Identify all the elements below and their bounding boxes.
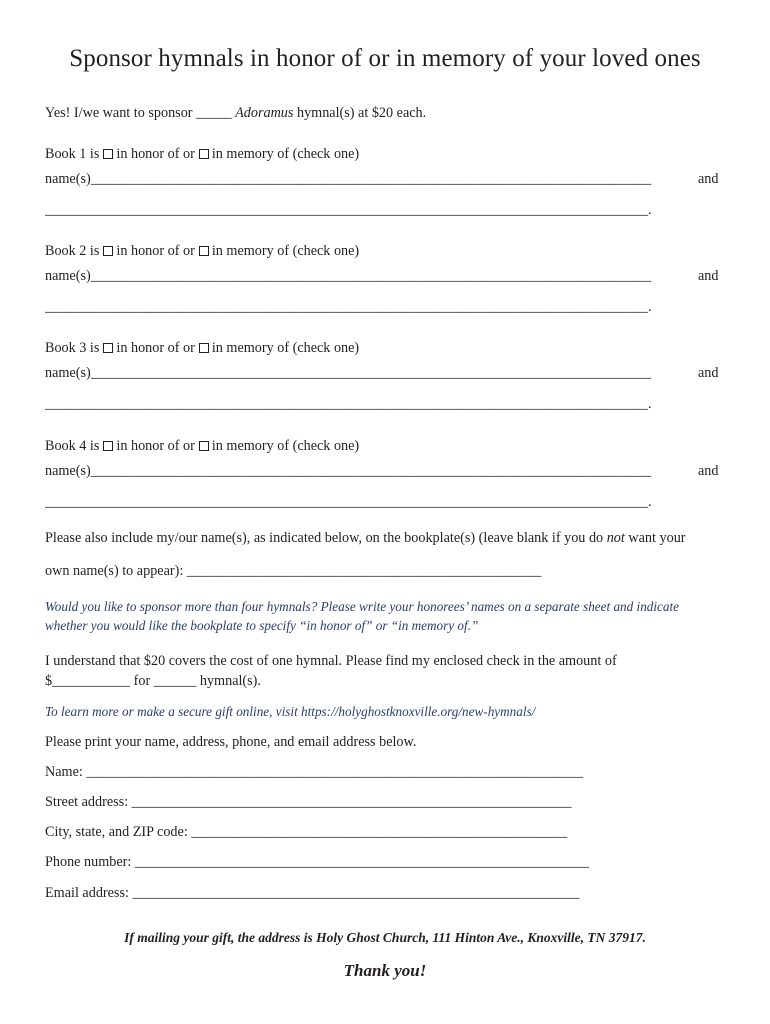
bookplate-own-names-field[interactable]: own name(s) to appear): __________________________________________________ [45, 563, 542, 579]
book-4-memory-checkbox[interactable] [199, 441, 209, 451]
book-2-honor-checkbox[interactable] [103, 246, 113, 256]
book-4-honor-label: in honor of or [116, 438, 195, 454]
book-2-memory-checkbox[interactable] [199, 246, 209, 256]
print-instructions: Please print your name, address, phone, and email address below. [45, 734, 417, 750]
understand-line-1: I understand that $20 covers the cost of one hymnal. Please find my enclosed check in the amount of [45, 653, 617, 669]
bookplate-line-1 [45, 529, 686, 547]
book-4-names-second-field[interactable]: _____________________________________________________________________________________. [45, 494, 652, 510]
book-1-names-field[interactable]: name(s)_______________________________________________________________________________ [45, 171, 652, 187]
more-hymnals-note-line-2: whether you would like the bookplate to specify “in honor of” or “in memory of.” [45, 618, 479, 633]
more-hymnals-note-line-1: Would you like to sponsor more than four hymnals? Please write your honorees’ names on a separate sheet and indicate [45, 599, 680, 614]
name-field[interactable]: Name: ______________________________________________________________________ [45, 764, 583, 780]
book-2-names-field[interactable]: name(s)_______________________________________________________________________________ [45, 268, 652, 284]
book-1-names-second-field[interactable]: _____________________________________________________________________________________. [45, 202, 652, 218]
book-1-honor-label: in honor of or [116, 146, 195, 162]
book-3-memory-checkbox[interactable] [199, 343, 209, 353]
book-3-label: Book 3 is [45, 340, 100, 356]
thank-you: Thank you! [343, 961, 427, 980]
intro-text-before: Yes! I/we want to sponsor _____ [45, 105, 236, 121]
street-address-field[interactable]: Street address: ______________________________________________________________ [45, 794, 572, 810]
book-4-label: Book 4 is [45, 438, 100, 454]
book-3-honor-label: in honor of or [116, 340, 195, 356]
book-3-names-second-field[interactable]: _____________________________________________________________________________________. [45, 396, 652, 412]
book-3-names-field[interactable]: name(s)_______________________________________________________________________________ [45, 365, 652, 381]
mailing-address-note: If mailing your gift, the address is Holy Ghost Church, 111 Hinton Ave., Knoxville, TN 37917. [124, 930, 646, 945]
intro-line [45, 104, 426, 122]
book-1-memory-label: in memory of (check one) [211, 146, 360, 162]
book-4-memory-label: in memory of (check one) [211, 438, 360, 454]
book-2-label: Book 2 is [45, 243, 100, 259]
bookplate-text-after: want your [624, 530, 686, 546]
book-1-honor-checkbox[interactable] [103, 149, 113, 159]
book-2-memory-label: in memory of (check one) [211, 243, 360, 259]
book-1-and: and [698, 171, 719, 187]
book-4-names-field[interactable]: name(s)_______________________________________________________________________________ [45, 463, 652, 479]
hymnal-name: Adoramus [235, 105, 294, 121]
book-3-choice-line [45, 339, 359, 357]
bookplate-text-before: Please also include my/our name(s), as indicated below, on the bookplate(s) (leave blank if you do [45, 530, 607, 546]
book-2-and: and [698, 268, 719, 284]
book-1-label: Book 1 is [45, 146, 100, 162]
book-2-honor-label: in honor of or [116, 243, 195, 259]
check-amount-field[interactable]: $___________ for ______ hymnal(s). [45, 673, 261, 689]
learn-more-link[interactable]: To learn more or make a secure gift online, visit https://holyghostknoxville.org/new-hymnals/ [45, 704, 536, 719]
book-4-and: and [698, 463, 719, 479]
book-2-names-second-field[interactable]: _____________________________________________________________________________________. [45, 299, 652, 315]
book-3-honor-checkbox[interactable] [103, 343, 113, 353]
bookplate-not: not [606, 530, 625, 546]
email-address-field[interactable]: Email address: _______________________________________________________________ [45, 885, 580, 901]
book-1-choice-line [45, 145, 359, 163]
intro-text-after: hymnal(s) at $20 each. [293, 105, 427, 121]
book-4-honor-checkbox[interactable] [103, 441, 113, 451]
city-state-zip-field[interactable]: City, state, and ZIP code: _____________________________________________________ [45, 824, 568, 840]
book-2-choice-line [45, 242, 359, 260]
phone-number-field[interactable]: Phone number: ________________________________________________________________ [45, 854, 589, 870]
book-1-memory-checkbox[interactable] [199, 149, 209, 159]
book-3-memory-label: in memory of (check one) [211, 340, 360, 356]
book-4-choice-line [45, 437, 359, 455]
page-title: Sponsor hymnals in honor of or in memory of your loved ones [69, 45, 701, 72]
book-3-and: and [698, 365, 719, 381]
